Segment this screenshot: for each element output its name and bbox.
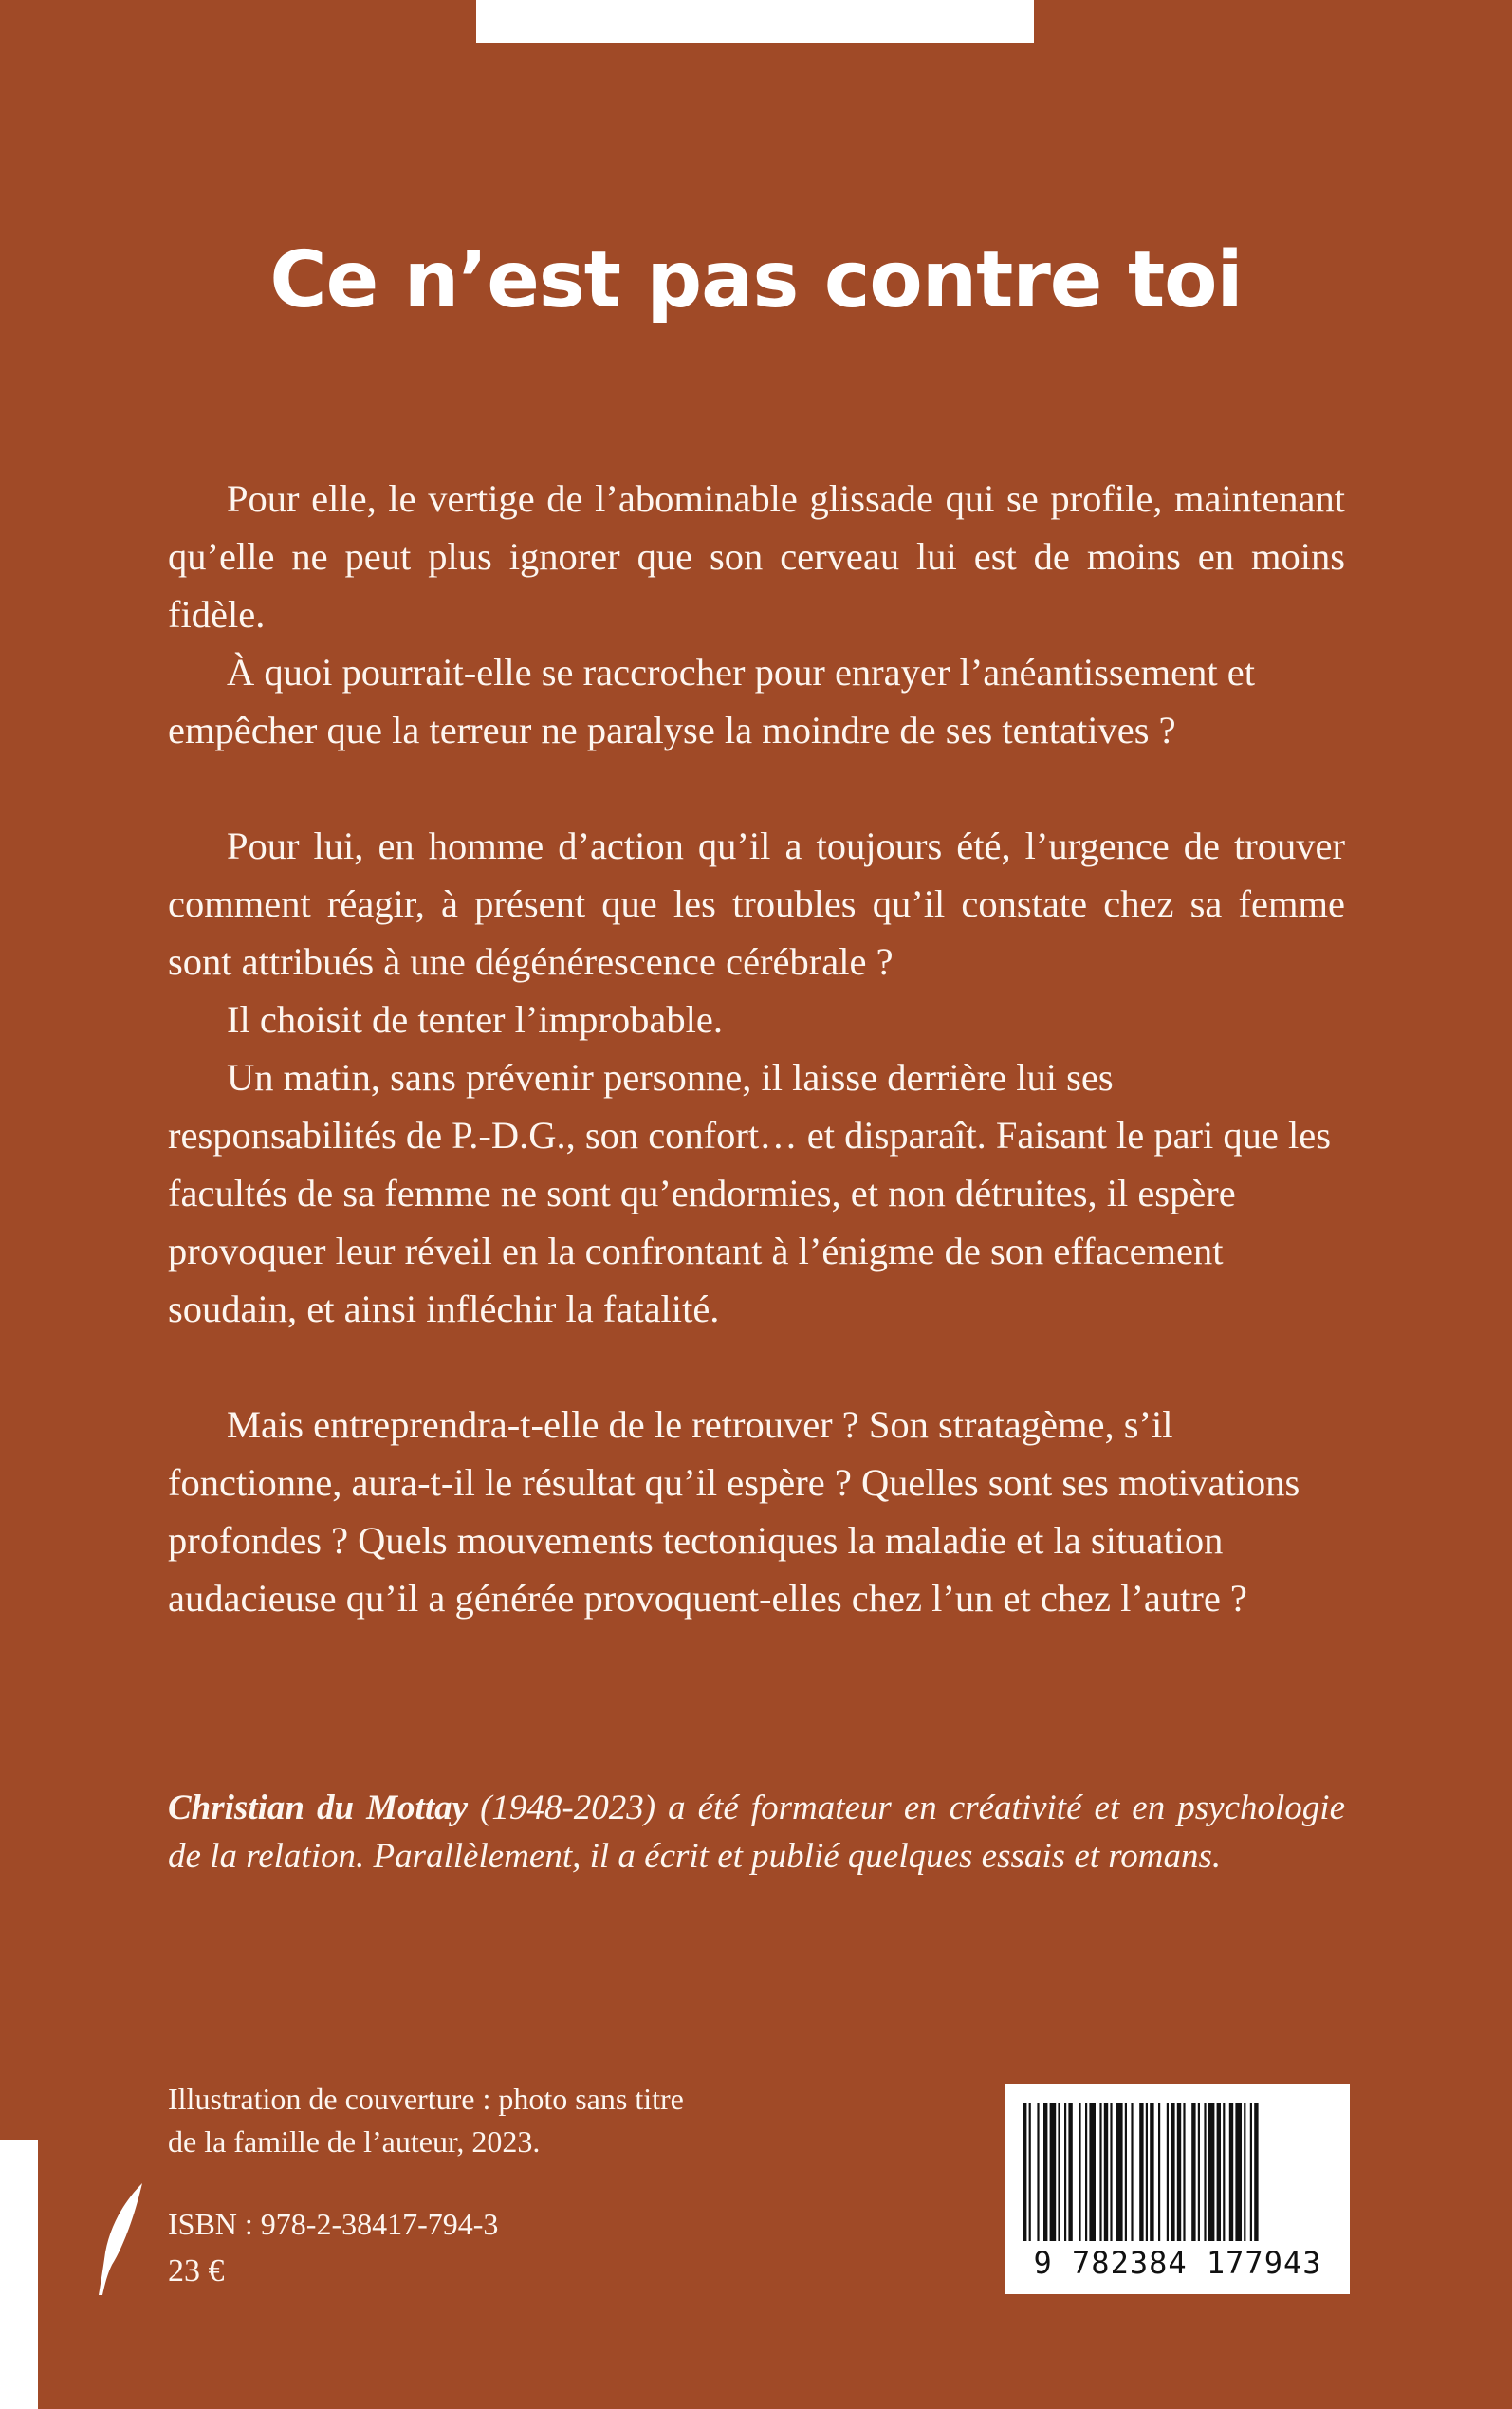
barcode-bar <box>1043 2103 1047 2241</box>
barcode-bar <box>1085 2103 1087 2241</box>
credits-line-1: Illustration de couverture : photo sans titre <box>168 2082 684 2116</box>
blurb-paragraph-2 <box>168 817 1345 1338</box>
isbn-block <box>168 2203 498 2292</box>
barcode-bars <box>1023 2103 1333 2241</box>
author-bio <box>168 1784 1345 1881</box>
barcode-bar <box>1158 2103 1160 2241</box>
barcode-bar <box>1029 2103 1031 2241</box>
barcode-bar <box>1116 2103 1123 2241</box>
barcode-bar <box>1064 2103 1066 2241</box>
barcode-bar <box>1244 2103 1245 2241</box>
blurb-line: Il choisit de tenter l’improbable. <box>227 998 723 1041</box>
barcode-bar <box>1050 2103 1057 2241</box>
barcode-bar <box>1254 2103 1258 2241</box>
barcode-bar <box>1191 2103 1195 2241</box>
barcode-bar <box>1183 2103 1185 2241</box>
barcode-bar <box>1204 2103 1206 2241</box>
blurb-line: Pour elle, le vertige de l’abominable glissade qui se profile, maintenant qu’elle ne peut plus ignorer que son cerveau lui est de moins en moins fidèle. <box>168 477 1345 636</box>
barcode-bar <box>1229 2103 1233 2241</box>
price: 23 € <box>168 2253 225 2289</box>
barcode-bar <box>1139 2103 1143 2241</box>
barcode-bar <box>1023 2103 1026 2241</box>
barcode-bar <box>1125 2103 1127 2241</box>
cover-credits <box>168 2078 832 2163</box>
barcode-bar <box>1250 2103 1252 2241</box>
blurb-paragraph-1 <box>168 470 1345 759</box>
barcode-bar <box>1037 2103 1039 2241</box>
barcode-bar <box>1223 2103 1225 2241</box>
barcode-bar <box>1104 2103 1108 2241</box>
barcode-bar <box>1198 2103 1200 2241</box>
isbn: ISBN : 978-2-38417-794-3 <box>168 2207 499 2241</box>
barcode-bar <box>1217 2103 1221 2241</box>
barcode-bar <box>1110 2103 1112 2241</box>
barcode-bar <box>1099 2103 1101 2241</box>
blurb-line: Pour lui, en homme d’action qu’il a toujours été, l’urgence de trouver comment réagir, à présent que les troubles qu’il constate chez sa femme sont attribués à une dégénérescence cérébrale ? <box>168 825 1345 983</box>
blurb-line: À quoi pourrait-elle se raccrocher pour enrayer l’anéantissement et empêcher que la terreur ne paralyse la moindre de ses tentatives ? <box>168 651 1255 751</box>
blurb <box>168 470 1345 1685</box>
barcode-bar <box>1089 2103 1096 2241</box>
barcode-bar <box>1079 2103 1080 2241</box>
barcode-digits: 9 782384 177943 <box>1033 2245 1322 2281</box>
barcode-bar <box>1167 2103 1169 2241</box>
blurb-line: Un matin, sans prévenir personne, il laisse derrière lui ses responsabilités de P.-D.G., son confort… et disparaît. Faisant le pari que les facultés de sa femme ne sont qu’endormies, et non détruites, il espère provoquer leur réveil en la confrontant à l’énigme de son effacement soudain, et ainsi infléchir la fatalité. <box>168 1056 1331 1330</box>
barcode-bar <box>1208 2103 1215 2241</box>
feather-icon <box>97 2181 146 2297</box>
barcode-bar <box>1177 2103 1181 2241</box>
barcode-bar <box>1171 2103 1174 2241</box>
top-white-tab <box>476 0 1034 43</box>
barcode <box>1005 2084 1350 2294</box>
left-white-tab <box>0 2140 38 2409</box>
barcode-bar <box>1068 2103 1072 2241</box>
barcode-bar <box>1131 2103 1133 2241</box>
book-title: Ce n’est pas contre toi <box>269 235 1243 325</box>
author-name: Christian du Mottay <box>168 1788 469 1827</box>
barcode-bar <box>1150 2103 1153 2241</box>
blurb-line: Mais entreprendra-t-elle de le retrouver ? Son stratagème, s’il fonctionne, aura-t-il le résultat qu’il espère ? Quelles sont ses motivations profondes ? Quels mouvements tectoniques la maladie et la situation audacieuse qu’il a générée provoquent-elles chez l’un et chez l’autre ? <box>168 1403 1300 1620</box>
blurb-paragraph-3 <box>168 1396 1345 1627</box>
barcode-bar <box>1058 2103 1060 2241</box>
credits-line-2: de la famille de l’auteur, 2023. <box>168 2124 541 2159</box>
barcode-bar <box>1146 2103 1148 2241</box>
author-bio-text: (1948-2023) a été formateur en créativité et en psychologie de la relation. Parallèlement, il a écrit et publié quelques essais et romans. <box>168 1788 1345 1876</box>
barcode-bar <box>1235 2103 1242 2241</box>
